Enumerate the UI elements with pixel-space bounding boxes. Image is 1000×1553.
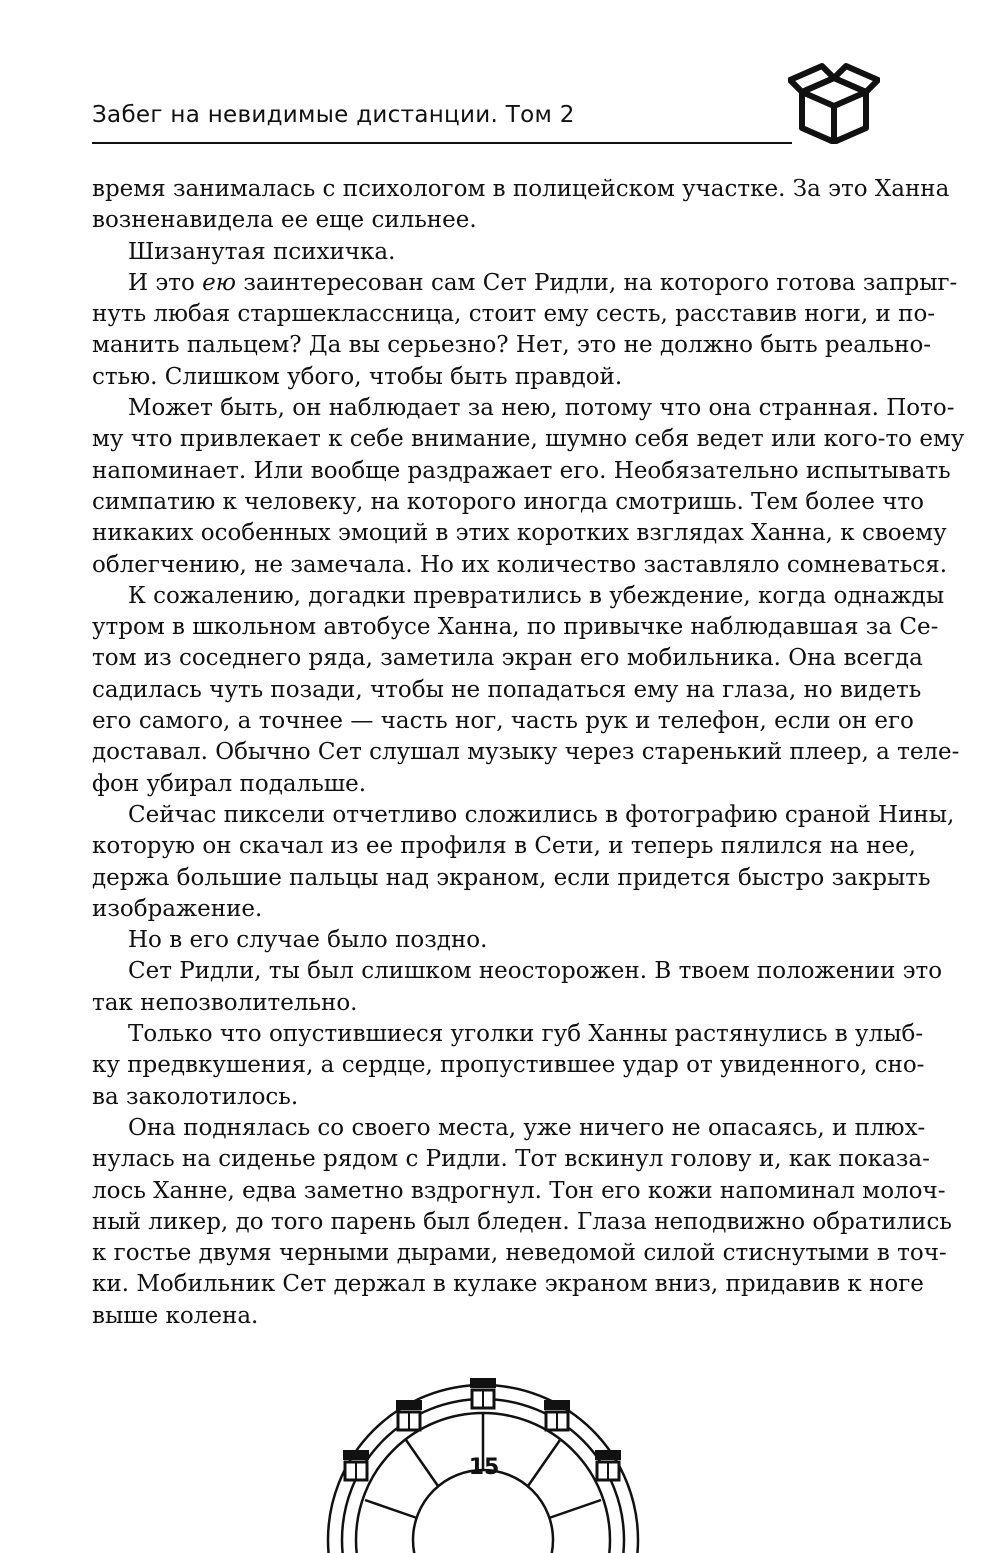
text-line: садилась чуть позади, чтобы не попадаться ему на глаза, но видеть <box>92 676 922 703</box>
text-line: которую он скачал из ее профиля в Сети, и теперь пялился на нее, <box>92 833 916 860</box>
text-line: доставал. Обычно Сет слушал музыку через старенький плеер, а теле- <box>92 739 960 766</box>
page-number: 15 <box>468 1455 500 1480</box>
text-line: симпатию к человеку, на которого иногда смотришь. Тем более что <box>92 488 924 515</box>
text-line: му что привлекает к себе внимание, шумно себя ведет или кого-то ему <box>92 426 965 453</box>
text-line: ку предвкушения, а сердце, пропустившее удар от увиденного, сно- <box>92 1052 925 1079</box>
text-line: изображение. <box>92 895 263 922</box>
text-line: Но в его случае было поздно. <box>128 927 488 954</box>
book-title: Забег на невидимые дистанции. Том 2 <box>92 102 575 128</box>
text-line: том из соседнего ряда, заметила экран его мобильника. Она всегда <box>92 645 923 672</box>
body-text <box>92 174 965 1332</box>
text-line: облегчению, не замечала. Но их количество заставляло сомневаться. <box>92 551 948 578</box>
text-line: возненавидела ее еще сильнее. <box>92 207 477 234</box>
text-line-with-emphasis: И это ею заинтересован сам Сет Ридли, на которого готова запрыг- <box>128 269 958 296</box>
text-line: нуть любая старшеклассница, стоит ему сесть, расставив ноги, и по- <box>92 301 936 328</box>
text-line: стью. Слишком убого, чтобы быть правдой. <box>92 363 623 390</box>
text-line: к гостье двумя черными дырами, неведомой силой стиснутыми в точ- <box>92 1240 947 1267</box>
text-line: ки. Мобильник Сет держал в кулаке экраном вниз, придавив к ноге <box>92 1271 924 1298</box>
text-line: Сет Ридли, ты был слишком неосторожен. В твоем положении это <box>128 958 943 985</box>
text-line: Шизанутая психичка. <box>128 238 396 265</box>
box-logo-icon <box>788 58 880 144</box>
text-line: Она поднялась со своего места, уже ничего не опасаясь, и плюх- <box>128 1114 926 1141</box>
text-line: время занималась с психологом в полицейском участке. За это Ханна <box>92 176 950 202</box>
text-line: напоминает. Или вообще раздражает его. Необязательно испытывать <box>92 457 951 484</box>
emphasis: ею <box>202 269 237 296</box>
text-line: утром в школьном автобусе Ханна, по привычке наблюдавшая за Се- <box>92 614 939 641</box>
text-line: ный ликер, до того парень был бледен. Глаза неподвижно обратились <box>92 1208 952 1235</box>
text-line: никаких особенных эмоций в этих коротких взглядах Ханна, к своему <box>92 520 947 547</box>
text-line: Может быть, он наблюдает за нею, потому что она странная. Пото- <box>128 395 955 422</box>
text-line: его самого, а точнее — часть ног, часть рук и телефон, если он его <box>92 708 914 735</box>
text-line: К сожалению, догадки превратились в убеждение, когда однажды <box>128 582 945 609</box>
text-line: фон убирал подальше. <box>92 770 367 797</box>
text-line: так непозволительно. <box>92 989 358 1016</box>
text-line: Сейчас пиксели отчетливо сложились в фотографию сраной Нины, <box>128 801 955 828</box>
text-line: нулась на сиденье рядом с Ридли. Тот вскинул голову и, как показа- <box>92 1146 930 1173</box>
text-line: Только что опустившиеся уголки губ Ханны растянулись в улыб- <box>128 1021 924 1048</box>
running-header <box>92 100 792 144</box>
text-line: лось Ханне, едва заметно вздрогнул. Тон его кожи напоминал молоч- <box>92 1177 946 1204</box>
text-line: манить пальцем? Да вы серьезно? Нет, это не должно быть реально- <box>92 332 932 359</box>
text-line: держа большие пальцы над экраном, если придется быстро закрыть <box>92 864 931 891</box>
text-line: выше колена. <box>92 1302 259 1329</box>
text-line: ва заколотилось. <box>92 1083 299 1110</box>
